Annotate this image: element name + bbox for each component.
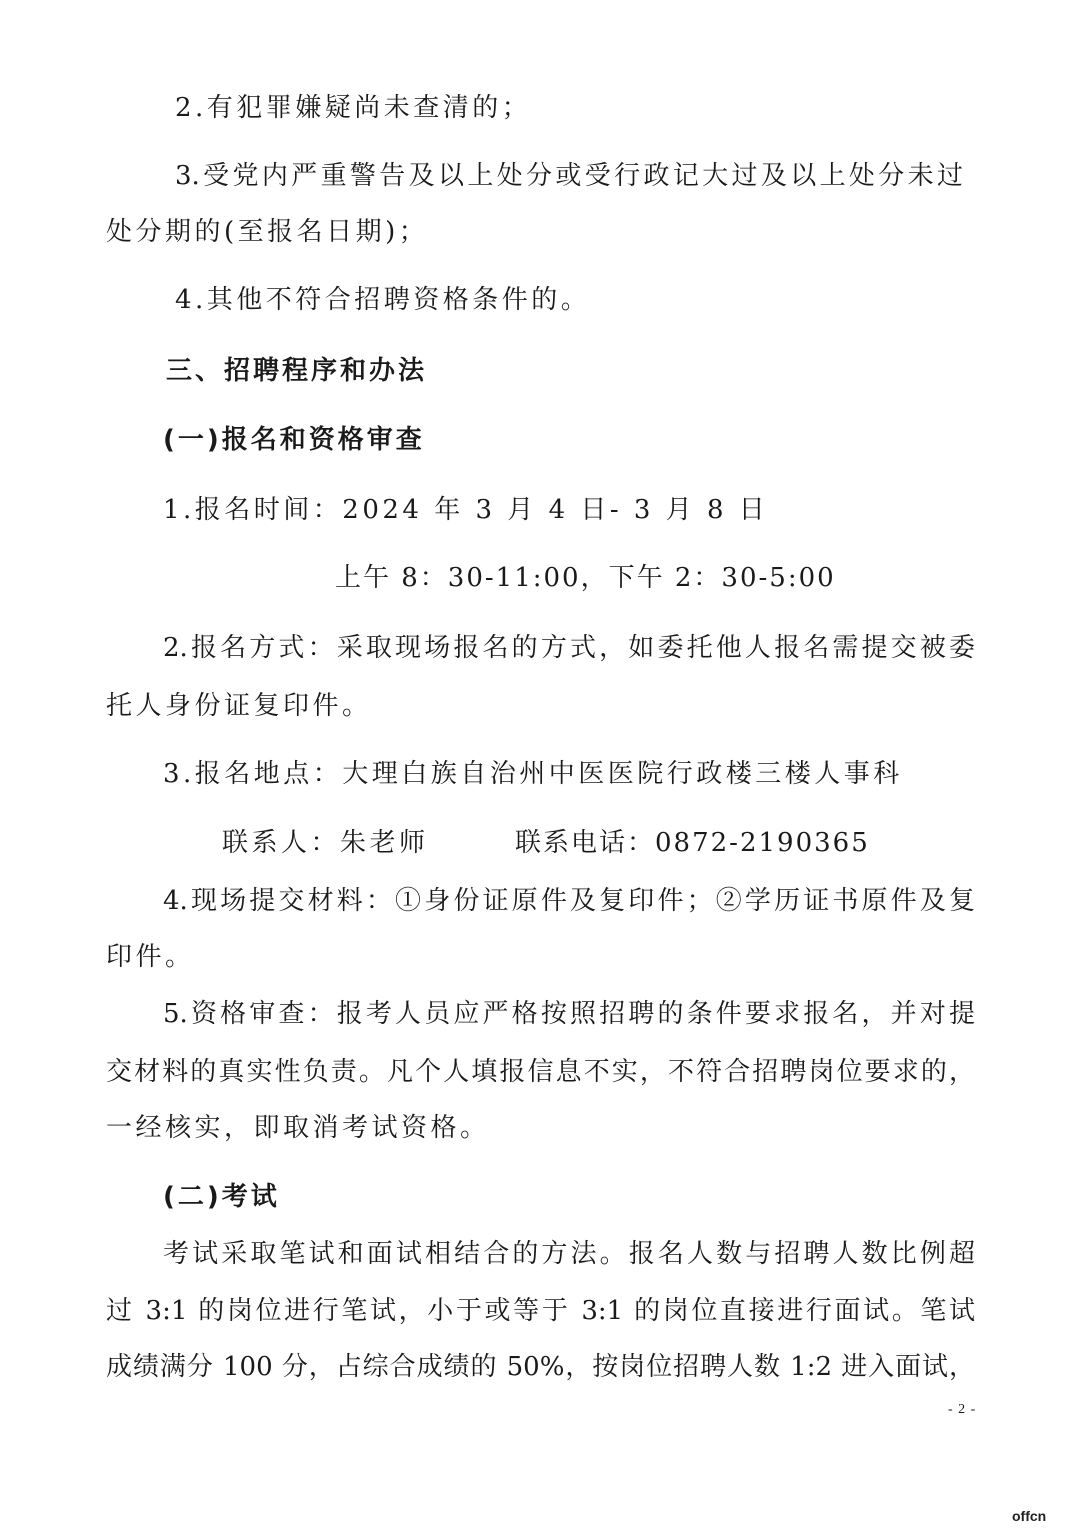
contact-person: 联系人：朱老师: [222, 828, 429, 858]
registration-location: 3.报名地点：大理白族自治州中医医院行政楼三楼人事科: [163, 759, 903, 789]
registration-method-line-1: 2.报名方式：采取现场报名的方式，如委托他人报名需提交被委: [163, 633, 975, 663]
exam-body-line-3: 成绩满分 100 分，占综合成绩的 50%，按岗位招聘人数 1:2 进入面试，: [106, 1352, 975, 1382]
exam-body-line-2: 过 3:1 的岗位进行笔试，小于或等于 3:1 的岗位直接进行面试。笔试: [106, 1296, 975, 1326]
registration-time-hours: 上午 8：30-11:00，下午 2：30-5:00: [335, 563, 836, 593]
qualification-review-line-2: 交材料的真实性负责。凡个人填报信息不实，不符合招聘岗位要求的，: [106, 1057, 975, 1087]
materials-line-1: 4.现场提交材料：①身份证原件及复印件；②学历证书原件及复: [163, 886, 975, 916]
subsection-heading-registration: (一)报名和资格审查: [163, 425, 425, 455]
qualification-review-line-3: 一经核实，即取消考试资格。: [106, 1113, 490, 1143]
disqualification-item-3-line-2: 处分期的(至报名日期)；: [106, 217, 429, 247]
disqualification-item-3-line-1: 3.受党内严重警告及以上处分或受行政记大过及以上处分未过: [175, 161, 963, 191]
exam-body-line-1: 考试采取笔试和面试相结合的方法。报名人数与招聘人数比例超: [163, 1239, 975, 1269]
registration-method-line-2: 托人身份证复印件。: [106, 691, 372, 721]
disqualification-item-4: 4.其他不符合招聘资格条件的。: [175, 285, 591, 315]
qualification-review-line-1: 5.资格审查：报考人员应严格按照招聘的条件要求报名，并对提: [163, 999, 975, 1029]
contact-phone: 联系电话：0872-2190365: [515, 828, 870, 858]
registration-time-dates: 1.报名时间：2024 年 3 月 4 日- 3 月 8 日: [163, 495, 769, 525]
disqualification-item-2: 2.有犯罪嫌疑尚未查清的；: [175, 93, 532, 123]
subsection-heading-exam: (二)考试: [163, 1182, 280, 1212]
page-number: - 2 -: [948, 1402, 977, 1417]
materials-line-2: 印件。: [106, 942, 195, 972]
watermark: offcn: [1012, 1508, 1047, 1524]
section-heading: 三、招聘程序和办法: [166, 356, 428, 386]
